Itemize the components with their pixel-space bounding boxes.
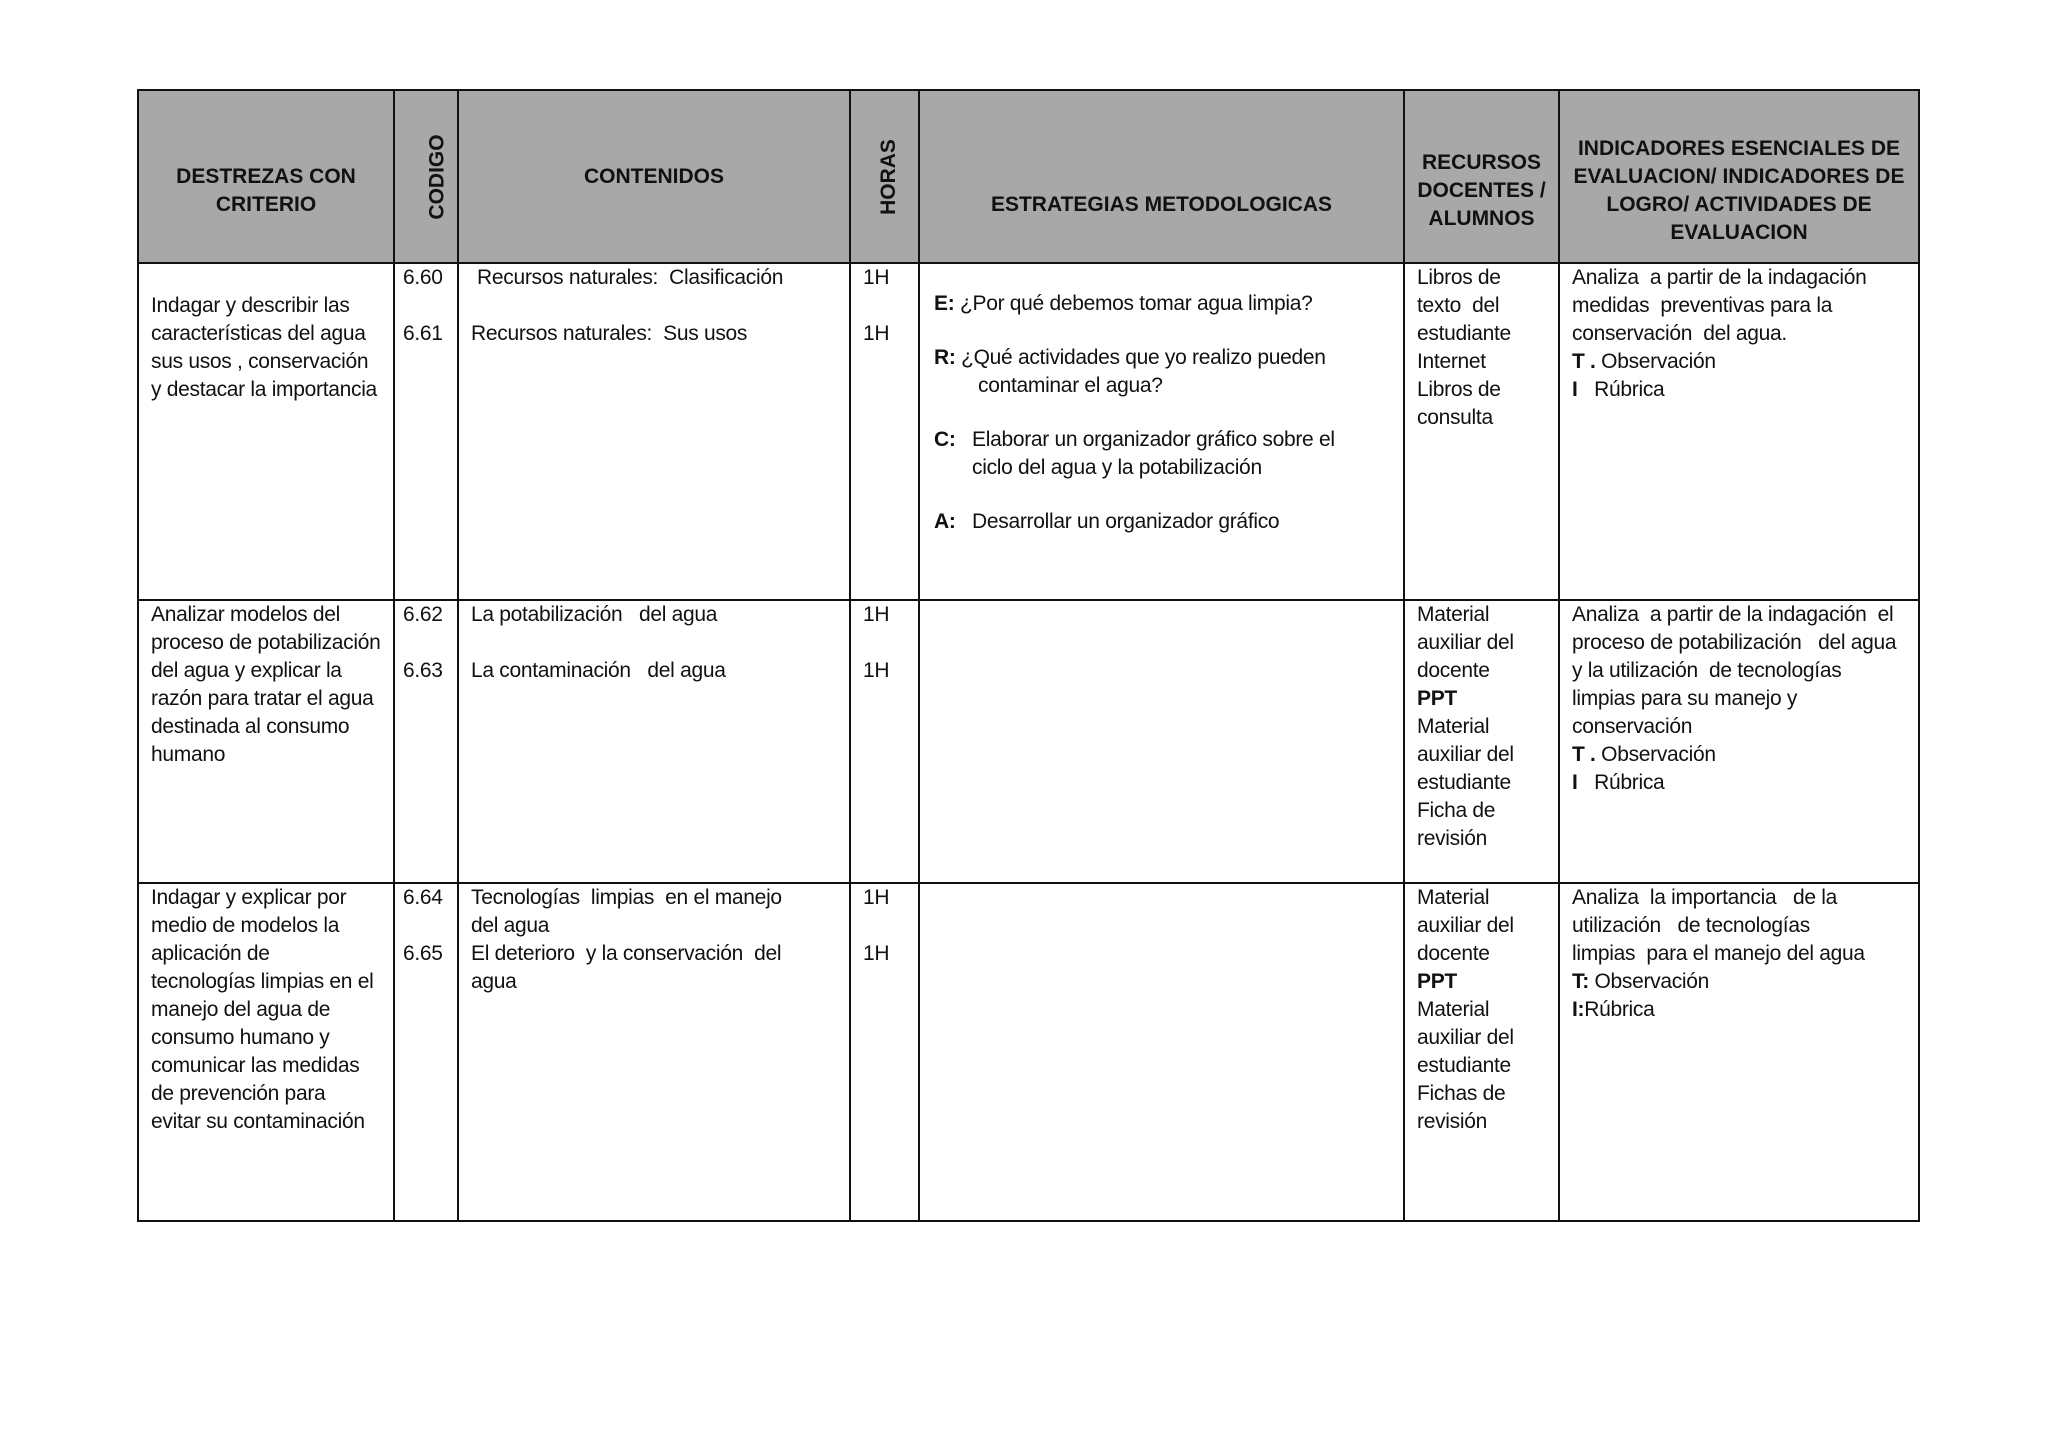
recurso-line: Internet	[1417, 350, 1486, 373]
instrumento-line	[1572, 996, 1906, 1024]
codigo-value: 6.62	[403, 603, 443, 626]
header-destrezas-label: DESTREZAS CON CRITERIO	[176, 164, 356, 216]
header-indicadores	[1559, 90, 1919, 263]
strategy-text: ¿Por qué debemos tomar agua limpia?	[959, 292, 1313, 315]
header-horas-label: HORAS	[876, 138, 900, 215]
strategy-key: C:	[934, 428, 956, 451]
instrumento-value: Rúbrica	[1594, 771, 1665, 794]
recurso-line: texto del	[1417, 294, 1500, 317]
recurso-line: Material	[1417, 603, 1490, 626]
header-contenidos-label: CONTENIDOS	[583, 164, 724, 188]
recurso-line: docente	[1417, 659, 1490, 682]
horas-value: 1H	[863, 942, 890, 965]
header-indicadores-label: INDICADORES ESENCIALES DE EVALUACION/ INDICADORES DE LOGRO/ ACTIVIDADES DE EVALUACION	[1573, 136, 1905, 244]
recurso-line: Material	[1417, 715, 1490, 738]
recurso-line: auxiliar del	[1417, 1026, 1514, 1049]
tecnica-value: Observación	[1601, 350, 1716, 373]
recurso-ppt: PPT	[1417, 687, 1457, 710]
table-row	[138, 263, 1919, 600]
contenido-item: La contaminación del agua	[471, 659, 726, 682]
indicador-text: Analiza a partir de la indagación medidas preventivas para la conservación del agua.	[1572, 266, 1873, 345]
codigo-value: 6.61	[403, 322, 443, 345]
destreza-cell	[138, 263, 394, 600]
tecnica-value: Observación	[1594, 970, 1710, 993]
contenido-item: La potabilización del agua	[471, 603, 718, 626]
recursos-cell	[1404, 883, 1559, 1221]
tecnica-line	[1572, 968, 1906, 996]
codigo-cell	[394, 600, 458, 883]
horas-value: 1H	[863, 322, 890, 345]
instrumento-label: I	[1572, 771, 1578, 794]
strategy-text: Desarrollar un organizador gráfico	[972, 510, 1280, 533]
contenido-item: El deterioro y la conservación del agua	[471, 942, 787, 993]
tecnica-line	[1572, 741, 1904, 769]
recurso-line: estudiante	[1417, 1054, 1511, 1077]
header-row	[138, 90, 1919, 263]
horas-cell	[850, 600, 919, 883]
recurso-line: Libros de	[1417, 266, 1501, 289]
codigo-value: 6.65	[403, 942, 443, 965]
contenido-item: Recursos naturales: Sus usos	[471, 322, 748, 345]
instrumento-label: I	[1572, 378, 1578, 401]
recursos-cell	[1404, 263, 1559, 600]
recurso-line: Libros de	[1417, 378, 1501, 401]
recurso-line: revisión	[1417, 1110, 1487, 1133]
contenido-item: Tecnologías limpias en el manejo del agua	[471, 886, 793, 937]
tecnica-value: Observación	[1601, 743, 1716, 766]
recurso-line: Material	[1417, 886, 1490, 909]
recurso-line: Ficha de	[1417, 799, 1496, 822]
instrumento-label: I:	[1572, 998, 1585, 1021]
strategy-text: ¿Qué actividades que yo realizo pueden	[961, 346, 1326, 369]
strategy-item	[934, 508, 1391, 536]
contenidos-cell	[458, 263, 850, 600]
horas-value: 1H	[863, 266, 890, 289]
header-contenidos	[458, 90, 850, 263]
indicador-line: limpias para el manejo del agua	[1572, 942, 1865, 965]
codigo-cell	[394, 263, 458, 600]
header-codigo	[394, 90, 458, 263]
header-recursos-label: RECURSOS DOCENTES / ALUMNOS	[1417, 150, 1546, 230]
codigo-value: 6.63	[403, 659, 443, 682]
codigo-cell	[394, 883, 458, 1221]
contenidos-cell	[458, 600, 850, 883]
indicador-line: Analiza la importancia de la	[1572, 886, 1838, 909]
destreza-text: Indagar y describir las características del agua sus usos , conservación y destacar la importancia	[151, 294, 377, 401]
strategy-item	[934, 344, 1391, 400]
destreza-text: Indagar y explicar por medio de modelos la aplicación de tecnologías limpias en el manejo del agua de consumo humano y comunicar las medidas de prevención para evitar su contaminación	[151, 886, 374, 1133]
recurso-line: Fichas de	[1417, 1082, 1506, 1105]
codigo-value: 6.60	[403, 266, 443, 289]
horas-cell	[850, 883, 919, 1221]
strategy-key: R:	[934, 346, 956, 369]
header-estrategias	[919, 90, 1404, 263]
instrumento-line	[1572, 376, 1888, 404]
indicador-line: utilización de tecnologías	[1572, 914, 1810, 937]
estrategias-cell	[919, 263, 1404, 600]
header-estrategias-label: ESTRATEGIAS METODOLOGICAS	[990, 193, 1333, 216]
strategy-item	[934, 290, 1391, 318]
tecnica-line	[1572, 348, 1888, 376]
horas-value: 1H	[863, 603, 890, 626]
table-row	[138, 600, 1919, 883]
indicadores-cell	[1559, 263, 1919, 600]
strategy-item	[934, 426, 1391, 482]
codigo-value: 6.64	[403, 886, 443, 909]
horas-cell	[850, 263, 919, 600]
contenidos-cell	[458, 883, 850, 1221]
recurso-line: consulta	[1417, 406, 1493, 429]
recurso-line: revisión	[1417, 827, 1487, 850]
tecnica-label: T .	[1572, 743, 1596, 766]
header-recursos	[1404, 90, 1559, 263]
horas-value: 1H	[863, 886, 890, 909]
strategy-key: A:	[934, 510, 956, 533]
contenido-item: Recursos naturales: Clasificación	[477, 266, 784, 289]
tecnica-label: T:	[1572, 970, 1589, 993]
recurso-line: Material	[1417, 998, 1490, 1021]
recurso-ppt: PPT	[1417, 970, 1457, 993]
destreza-text: Analizar modelos del proceso de potabilización del agua y explicar la razón para tratar el agua destinada al consumo humano	[151, 603, 381, 766]
instrumento-line	[1572, 769, 1904, 797]
horas-value: 1H	[863, 659, 890, 682]
recurso-line: auxiliar del	[1417, 743, 1514, 766]
planning-table	[137, 89, 1920, 1222]
tecnica-label: T .	[1572, 350, 1596, 373]
recurso-line: auxiliar del	[1417, 914, 1514, 937]
recurso-line: estudiante	[1417, 771, 1511, 794]
destreza-cell	[138, 883, 394, 1221]
instrumento-value: Rúbrica	[1594, 378, 1665, 401]
estrategias-cell	[919, 883, 1404, 1221]
recurso-line: estudiante	[1417, 322, 1511, 345]
strategy-key: E:	[934, 292, 955, 315]
destreza-cell	[138, 600, 394, 883]
recurso-line: docente	[1417, 942, 1490, 965]
indicadores-cell	[1559, 600, 1919, 883]
estrategias-cell	[919, 600, 1404, 883]
recurso-line: auxiliar del	[1417, 631, 1514, 654]
header-destrezas	[138, 90, 394, 263]
indicador-text: Analiza a partir de la indagación el proceso de potabilización del agua y la utilización de tecnologías limpias para su manejo y conservación	[1572, 603, 1902, 738]
recursos-cell	[1404, 600, 1559, 883]
strategy-text: Elaborar un organizador gráfico sobre el ciclo del agua y la potabilización	[972, 428, 1335, 479]
header-codigo-label: CODIGO	[425, 133, 449, 220]
indicadores-cell	[1559, 883, 1919, 1221]
header-horas	[850, 90, 919, 263]
instrumento-value: Rúbrica	[1584, 998, 1655, 1021]
table-row	[138, 883, 1919, 1221]
strategy-text-continued: contaminar el agua?	[978, 374, 1163, 397]
